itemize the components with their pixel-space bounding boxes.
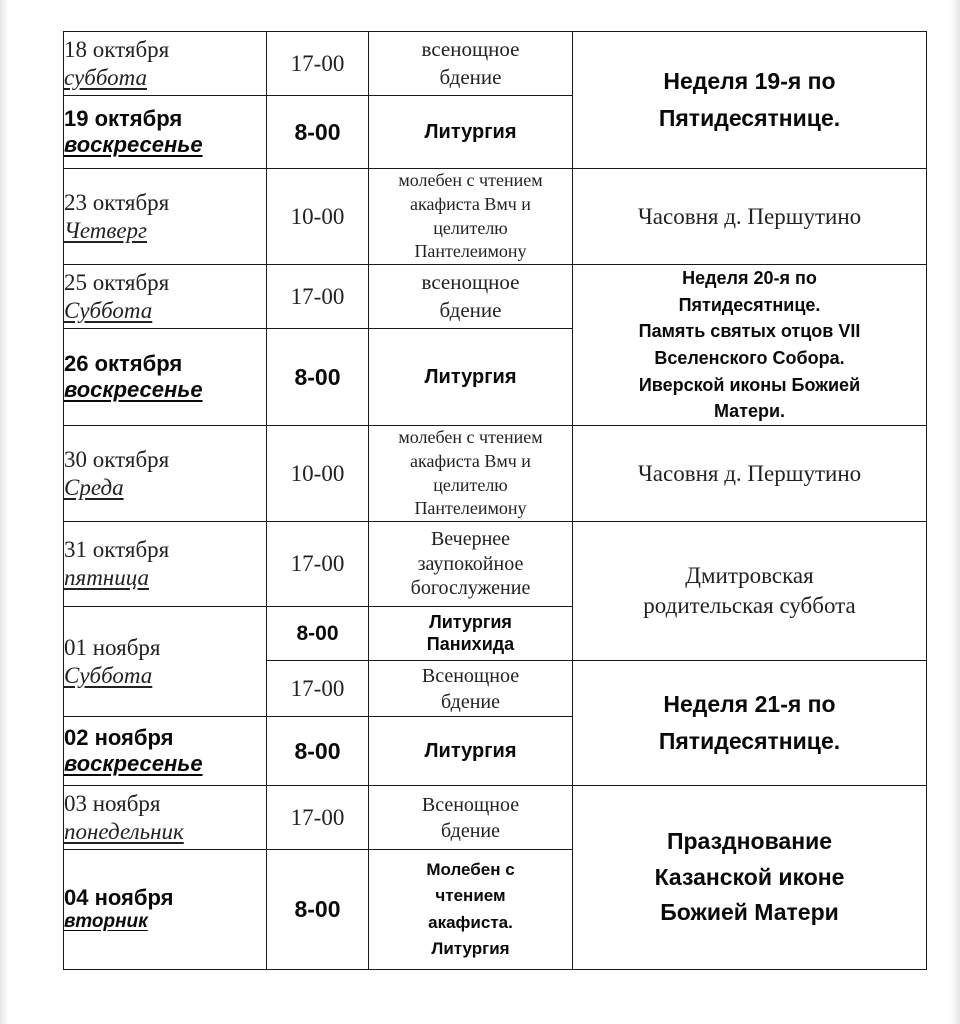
service-line: всенощное <box>421 37 520 62</box>
time-cell: 17-00 <box>267 522 369 607</box>
weekday-text: Суббота <box>64 297 153 323</box>
service-line: Вечернее <box>430 528 511 551</box>
time-cell: 10-00 <box>267 426 369 522</box>
time-cell: 17-00 <box>267 786 369 850</box>
service-line: богослужение <box>410 577 531 600</box>
service-cell <box>369 169 573 265</box>
note-line: Неделя 20-я по <box>682 268 817 289</box>
date-text: 23 октября <box>64 189 170 215</box>
note-line: Божией Матери <box>660 899 839 926</box>
service-line: Литургия <box>424 121 517 143</box>
date-text: 31 октября <box>64 537 170 563</box>
page-shadow-right <box>950 0 960 1024</box>
date-cell <box>64 96 267 169</box>
weekday-text: воскресенье <box>64 751 203 776</box>
service-cell <box>369 96 573 169</box>
service-cell <box>369 786 573 850</box>
note-cell <box>573 426 927 522</box>
note-cell <box>573 522 927 661</box>
date-cell <box>64 32 267 96</box>
weekday-text: воскресенье <box>64 132 203 157</box>
note-line: Матери. <box>713 401 786 422</box>
service-line: бдение <box>440 690 500 713</box>
date-text: 01 ноября <box>64 634 161 660</box>
service-line: Литургия <box>424 740 517 762</box>
service-line: акафиста Вмч и <box>410 193 531 214</box>
note-line: Неделя 19-я по <box>663 68 836 95</box>
date-cell <box>64 717 267 786</box>
date-cell <box>64 786 267 850</box>
table-row <box>64 265 927 329</box>
service-cell <box>369 32 573 96</box>
note-line: Пятидесятнице. <box>678 294 821 315</box>
note-line: Пятидесятнице. <box>658 728 841 754</box>
service-cell <box>369 717 573 786</box>
note-line: Часовня д. Першутино <box>637 203 862 229</box>
note-line: Казанской иконе <box>654 863 845 890</box>
date-text: 03 ноября <box>64 790 161 816</box>
note-cell <box>573 265 927 426</box>
weekday-text: Суббота <box>64 662 153 688</box>
service-line: целителю <box>433 474 508 495</box>
service-cell <box>369 522 573 607</box>
service-line: молебен с чтением <box>398 427 543 447</box>
time-cell: 17-00 <box>267 661 369 717</box>
service-line: целителю <box>433 217 508 238</box>
service-line: Всенощное <box>421 664 520 687</box>
weekday-text: понедельник <box>64 818 184 844</box>
service-cell <box>369 661 573 717</box>
service-line: Литургия <box>424 366 517 388</box>
note-line: Иверской иконы Божией <box>638 374 861 395</box>
service-cell <box>369 265 573 329</box>
service-line: Панихида <box>426 633 515 654</box>
service-cell <box>369 426 573 522</box>
page-shadow-left <box>0 0 8 1024</box>
service-line: бдение <box>439 297 502 322</box>
date-text: 02 ноября <box>64 724 174 750</box>
date-text: 30 октября <box>64 446 170 472</box>
time-cell: 8-00 <box>267 329 369 426</box>
time-cell: 10-00 <box>267 169 369 265</box>
weekday-text: суббота <box>64 64 147 90</box>
note-cell <box>573 786 927 970</box>
note-line: Дмитровская <box>685 563 814 589</box>
table-row <box>64 169 927 265</box>
time-cell: 8-00 <box>267 850 369 970</box>
date-text: 26 октября <box>64 350 183 376</box>
date-text: 19 октября <box>64 105 183 131</box>
service-line: молебен с чтением <box>398 170 543 190</box>
note-cell <box>573 661 927 786</box>
service-line: всенощное <box>421 270 520 295</box>
date-text: 18 октября <box>64 36 170 62</box>
date-cell <box>64 607 267 717</box>
service-line: чтением <box>435 886 506 906</box>
service-line: Литургия <box>431 938 510 958</box>
date-cell <box>64 850 267 970</box>
note-cell <box>573 32 927 169</box>
note-line: Часовня д. Першутино <box>637 460 862 486</box>
time-cell: 8-00 <box>267 717 369 786</box>
service-line: акафиста. <box>428 912 513 932</box>
service-schedule-table <box>63 31 927 970</box>
time-cell: 17-00 <box>267 32 369 96</box>
date-cell <box>64 426 267 522</box>
service-cell <box>369 329 573 426</box>
service-line: Молебен с <box>426 859 515 879</box>
service-cell <box>369 850 573 970</box>
time-cell: 8-00 <box>267 96 369 169</box>
note-line: родительская суббота <box>643 593 856 618</box>
note-line: Празднование <box>666 827 833 854</box>
service-line: Пантелеимону <box>414 241 527 262</box>
weekday-text: воскресенье <box>64 377 203 402</box>
weekday-text: вторник <box>64 911 148 933</box>
date-cell <box>64 265 267 329</box>
table-row <box>64 32 927 96</box>
table-row <box>64 426 927 522</box>
weekday-text: Четверг <box>64 217 148 243</box>
service-line: бдение <box>439 64 502 89</box>
weekday-text: Среда <box>64 474 124 500</box>
note-cell <box>573 169 927 265</box>
service-cell <box>369 607 573 661</box>
service-line: Всенощное <box>421 793 520 816</box>
date-text: 04 ноября <box>64 884 174 910</box>
note-line: Пятидесятнице. <box>658 105 841 131</box>
service-line: заупокойное <box>417 552 524 575</box>
time-cell: 8-00 <box>267 607 369 661</box>
service-line: Литургия <box>429 611 512 632</box>
service-line: Пантелеимону <box>414 498 527 519</box>
date-text: 25 октября <box>64 269 170 295</box>
table-row <box>64 786 927 850</box>
date-cell <box>64 522 267 607</box>
date-cell <box>64 169 267 265</box>
table-row <box>64 522 927 607</box>
service-line: акафиста Вмч и <box>410 450 531 471</box>
time-cell: 17-00 <box>267 265 369 329</box>
note-line: Неделя 21-я по <box>663 691 836 718</box>
weekday-text: пятница <box>64 565 149 590</box>
note-line: Вселенского Собора. <box>654 348 845 368</box>
date-cell <box>64 329 267 426</box>
note-line: Память святых отцов VII <box>638 321 861 342</box>
service-line: бдение <box>440 819 500 842</box>
